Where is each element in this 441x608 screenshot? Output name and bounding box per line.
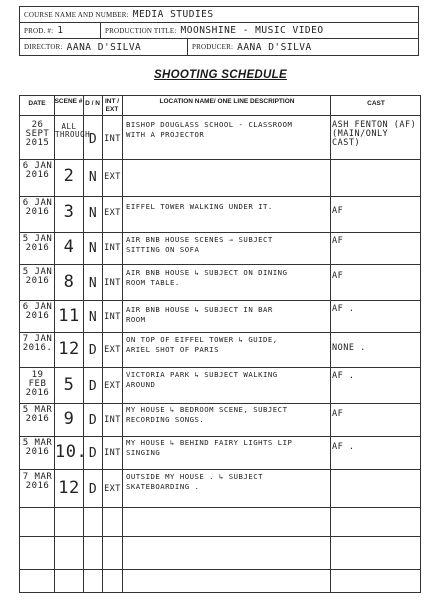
director-row — [20, 39, 418, 55]
cell-cast: AF . — [332, 304, 355, 314]
cell-dn: N — [88, 310, 98, 325]
cell-scene: 2 — [63, 166, 75, 186]
cell-location: ON TOP OF EIFFEL TOWER ↳ GUIDE, ARIEL SHOT OF PARIS — [126, 335, 278, 354]
cell-dn: N — [88, 276, 98, 291]
cell-int-ext: INT — [104, 243, 121, 253]
cell-cast: AF — [332, 409, 344, 419]
producer-label: PRODUCER: — [192, 43, 234, 51]
cell-date: 5 JAN 2016 — [22, 234, 53, 253]
cell-scene: 8 — [63, 272, 75, 292]
column-header-cast: CAST — [367, 100, 385, 107]
cell-location: VICTORIA PARK ↳ SUBJECT WALKING AROUND — [126, 370, 278, 389]
cell-int-ext: INT — [104, 448, 121, 458]
cell-int-ext: EXT — [104, 484, 121, 494]
cell-int-ext: INT — [104, 134, 121, 144]
cell-int-ext: EXT — [104, 345, 121, 355]
cell-date: 6 JAN 2016 — [22, 302, 53, 321]
cell-cast: AF — [332, 236, 344, 246]
header-block — [19, 6, 419, 56]
cell-date: 7 MAR 2016 — [22, 472, 53, 491]
cell-scene: 12 — [58, 478, 80, 498]
column-header-int-ext: INT / EXT — [104, 98, 120, 113]
cell-dn: D — [88, 446, 98, 461]
cell-int-ext: INT — [104, 278, 121, 288]
cell-dn: N — [88, 241, 98, 256]
course-label: COURSE NAME AND NUMBER: — [24, 10, 129, 19]
cell-scene: 10. — [55, 442, 88, 462]
cell-scene: 12 — [58, 339, 80, 359]
cell-scene: 3 — [63, 202, 75, 222]
cell-cast: AF — [332, 271, 344, 281]
cell-dn: D — [88, 343, 98, 358]
column-header-scene: SCENE # — [54, 98, 83, 105]
cell-int-ext: EXT — [104, 208, 121, 218]
cell-cast: NONE . — [332, 343, 366, 353]
cell-location: AIR BNB HOUSE SCENES → SUBJECT SITTING ON SOFA — [126, 235, 273, 254]
cell-location: EIFFEL TOWER WALKING UNDER IT. — [126, 202, 273, 211]
production-title-value: MOONSHINE - MUSIC VIDEO — [180, 25, 324, 36]
course-value: MEDIA STUDIES — [132, 9, 214, 20]
cell-date: 6 JAN 2016 — [22, 198, 53, 217]
prod-number-value: 1 — [57, 25, 64, 36]
cell-dn: D — [88, 132, 98, 147]
cell-location: MY HOUSE ↳ BEHIND FAIRY LIGHTS LIP SINGING — [126, 438, 293, 457]
cell-date: 5 MAR 2016 — [22, 438, 53, 457]
production-title-label: PRODUCTION TITLE: — [105, 26, 177, 35]
cell-scene: 9 — [63, 409, 75, 429]
cell-dn: N — [88, 206, 98, 221]
cell-dn: D — [88, 482, 98, 497]
cell-int-ext: INT — [104, 415, 121, 425]
cell-dn: D — [88, 379, 98, 394]
cell-date: 6 JAN 2016 — [22, 161, 53, 180]
cell-date: 7 JAN 2016. — [22, 334, 53, 353]
cell-location: AIR BNB HOUSE ↳ SUBJECT ON DINING ROOM TABLE. — [126, 268, 288, 287]
column-header-date: DATE — [28, 100, 46, 107]
course-row — [20, 7, 418, 23]
cell-cast: AF . — [332, 371, 355, 381]
director-value: AANA D'SILVA — [66, 41, 142, 53]
cell-scene: 11 — [58, 306, 80, 326]
cell-date: 26 SEPT 2015 — [25, 120, 50, 148]
cell-date: 5 MAR 2016 — [22, 405, 53, 424]
prod-number-label: PROD. #: — [24, 26, 54, 35]
cell-dn: D — [88, 413, 98, 428]
production-row — [20, 23, 418, 39]
director-label: DIRECTOR: — [24, 43, 63, 51]
cell-location: MY HOUSE ↳ BEDROOM SCENE, SUBJECT RECORDING SONGS. — [126, 405, 288, 424]
cell-location: BISHOP DOUGLASS SCHOOL - CLASSROOM WITH A PROJECTOR — [126, 120, 293, 139]
schedule-title: SHOOTING SCHEDULE — [154, 69, 287, 81]
cell-scene: 4 — [63, 237, 75, 257]
cell-int-ext: INT — [104, 312, 121, 322]
cell-date: 19 FEB 2016 — [25, 370, 50, 398]
producer-value: AANA D'SILVA — [237, 41, 312, 53]
cell-date: 5 JAN 2016 — [22, 267, 53, 286]
column-header-dn: D / N — [85, 100, 100, 107]
cell-dn: N — [88, 170, 98, 185]
cell-cast: AF — [332, 206, 344, 216]
cell-cast: ASH FENTON (AF) (MAIN/ONLY CAST) — [332, 120, 417, 148]
cell-scene: 5 — [63, 375, 75, 395]
cell-scene: ALL THROUGH — [55, 122, 91, 139]
schedule-table — [19, 95, 421, 593]
cell-cast: AF . — [332, 442, 355, 452]
column-header-location: LOCATION NAME/ ONE LINE DESCRIPTION — [159, 98, 295, 105]
cell-int-ext: EXT — [104, 381, 121, 391]
cell-location: OUTSIDE MY HOUSE . ↳ SUBJECT SKATEBOARDING . — [126, 472, 264, 491]
cell-location: AIR BNB HOUSE ↳ SUBJECT IN BAR ROOM — [126, 305, 273, 324]
cell-int-ext: EXT — [104, 172, 121, 182]
